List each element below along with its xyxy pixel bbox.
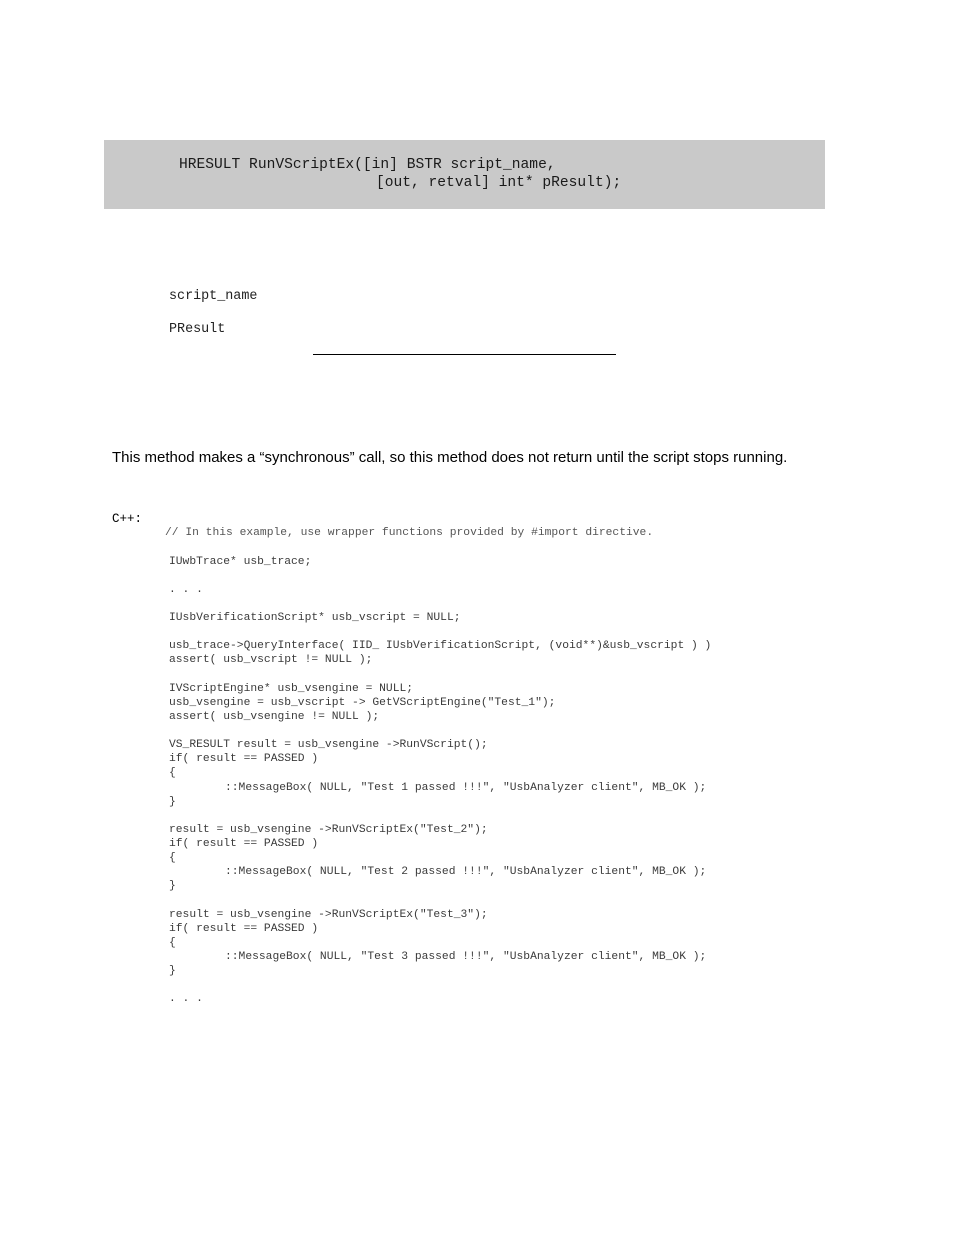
code-line: if( result == PASSED ) [169, 923, 319, 935]
code-line: . . . [169, 993, 203, 1005]
code-line: usb_vsengine = usb_vscript -> GetVScriptEngine("Test_1"); [169, 697, 556, 709]
code-line: assert( usb_vscript != NULL ); [169, 654, 373, 666]
code-line: // In this example, use wrapper functions provided by #import directive. [165, 527, 654, 539]
code-line: } [169, 965, 176, 977]
code-line: ::MessageBox( NULL, "Test 2 passed !!!", "UsbAnalyzer client", MB_OK ); [225, 866, 707, 878]
code-line: IVScriptEngine* usb_vsengine = NULL; [169, 683, 414, 695]
code-line: IUwbTrace* usb_trace; [169, 556, 312, 568]
remarks-text: This method makes a “synchronous” call, so this method does not return until the script stops running. [112, 449, 788, 466]
signature-box [104, 140, 825, 209]
code-line: usb_trace->QueryInterface( IID_ IUsbVerificationScript, (void**)&usb_vscript ) ) [169, 640, 712, 652]
code-line: ::MessageBox( NULL, "Test 1 passed !!!", "UsbAnalyzer client", MB_OK ); [225, 782, 707, 794]
code-line: if( result == PASSED ) [169, 838, 319, 850]
code-line: { [169, 852, 176, 864]
code-line: . . . [169, 584, 203, 596]
code-line: } [169, 796, 176, 808]
signature-line-2: [out, retval] int* pResult); [376, 175, 622, 191]
code-line: IUsbVerificationScript* usb_vscript = NULL; [169, 612, 461, 624]
code-line: } [169, 880, 176, 892]
horizontal-rule [313, 354, 616, 355]
code-line: { [169, 937, 176, 949]
code-line: result = usb_vsengine ->RunVScriptEx("Test_2"); [169, 824, 488, 836]
signature-line-1: HRESULT RunVScriptEx([in] BSTR script_name, [179, 157, 556, 173]
code-line: assert( usb_vsengine != NULL ); [169, 711, 380, 723]
code-line: result = usb_vsengine ->RunVScriptEx("Test_3"); [169, 909, 488, 921]
code-line: ::MessageBox( NULL, "Test 3 passed !!!", "UsbAnalyzer client", MB_OK ); [225, 951, 707, 963]
code-line: VS_RESULT result = usb_vsengine ->RunVScript(); [169, 739, 488, 751]
code-line: { [169, 767, 176, 779]
example-language-label: C++: [112, 512, 143, 526]
code-line: if( result == PASSED ) [169, 753, 319, 765]
parameter-script-name: script_name [169, 289, 258, 304]
parameter-presult: PResult [169, 322, 226, 337]
